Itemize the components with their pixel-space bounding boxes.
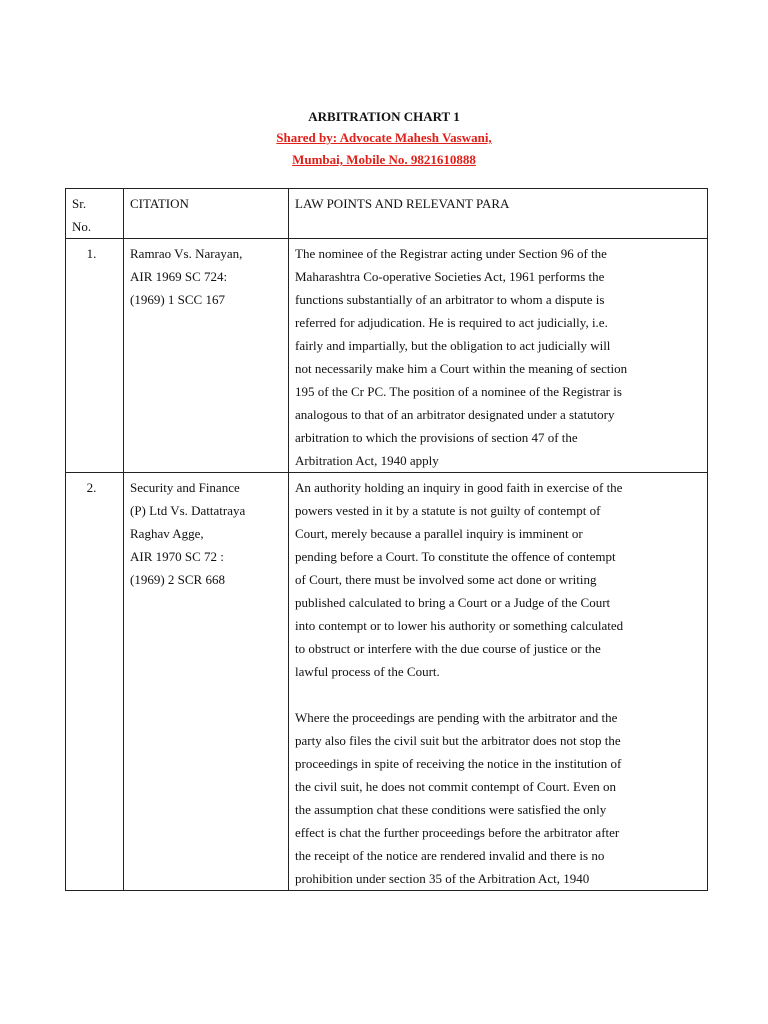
- law-point-line: party also files the civil suit but the arbitrator does not stop the: [295, 733, 621, 748]
- law-point-line: proceedings in spite of receiving the notice in the institution of: [295, 756, 622, 771]
- citation-line: Security and Finance: [130, 480, 240, 495]
- row-law-points-cell: [289, 239, 708, 473]
- row-sr-cell: [66, 239, 124, 473]
- table-row: [66, 239, 708, 473]
- law-point-line: the receipt of the notice are rendered invalid and there is no: [295, 848, 605, 863]
- law-point-line: fairly and impartially, but the obligation to act judicially will: [295, 338, 611, 353]
- law-point-line: The nominee of the Registrar acting under Section 96 of the: [295, 246, 607, 261]
- row-sr-number: 1.: [86, 246, 97, 261]
- law-point-line: of Court, there must be involved some act done or writing: [295, 572, 597, 587]
- row-sr-cell: [66, 473, 124, 891]
- law-point-line: Where the proceedings are pending with the arbitrator and the: [295, 710, 618, 725]
- law-point-line: Arbitration Act, 1940 apply: [295, 453, 439, 468]
- document-title: ARBITRATION CHART 1: [308, 109, 460, 124]
- header-citation: [124, 189, 289, 239]
- law-point-line: to obstruct or interfere with the due course of justice or the: [295, 641, 601, 656]
- table-header-row: [66, 189, 708, 239]
- law-point-line: Maharashtra Co-operative Societies Act, 1961 performs the: [295, 269, 605, 284]
- citation-line: (1969) 1 SCC 167: [130, 292, 225, 307]
- law-point-line: published calculated to bring a Court or a Judge of the Court: [295, 595, 611, 610]
- row-citation-cell: [124, 239, 289, 473]
- header-sr-line2: No.: [72, 219, 92, 234]
- law-point-line: arbitration to which the provisions of section 47 of the: [295, 430, 578, 445]
- law-point-line: powers vested in it by a statute is not guilty of contempt of: [295, 503, 601, 518]
- header-law-points-label: LAW POINTS AND RELEVANT PARA: [295, 196, 510, 211]
- law-point-line: An authority holding an inquiry in good faith in exercise of the: [295, 480, 623, 495]
- law-point-line: into contempt or to lower his authority or something calculated: [295, 618, 624, 633]
- law-point-line: the assumption chat these conditions were satisfied the only: [295, 802, 607, 817]
- contact-line: Mumbai, Mobile No. 9821610888: [292, 152, 476, 167]
- law-point-line: lawful process of the Court.: [295, 664, 440, 679]
- law-point-line: referred for adjudication. He is required to act judicially, i.e.: [295, 315, 608, 330]
- citation-line: (1969) 2 SCR 668: [130, 572, 225, 587]
- law-point-line: pending before a Court. To constitute the offence of contempt: [295, 549, 616, 564]
- paragraph-gap: [295, 683, 701, 706]
- shared-by-line: Shared by: Advocate Mahesh Vaswani,: [276, 130, 492, 145]
- law-point-line: 195 of the Cr PC. The position of a nominee of the Registrar is: [295, 384, 622, 399]
- citation-line: Raghav Agge,: [130, 526, 204, 541]
- row-law-points-cell: [289, 473, 708, 891]
- header-citation-label: CITATION: [130, 196, 189, 211]
- law-point-line: prohibition under section 35 of the Arbitration Act, 1940: [295, 871, 590, 886]
- table-row: [66, 473, 708, 891]
- law-point-line: analogous to that of an arbitrator designated under a statutory: [295, 407, 615, 422]
- citation-line: Ramrao Vs. Narayan,: [130, 246, 243, 261]
- citation-line: (P) Ltd Vs. Dattatraya: [130, 503, 246, 518]
- arbitration-chart-table: [65, 188, 708, 891]
- law-point-line: effect is chat the further proceedings before the arbitrator after: [295, 825, 620, 840]
- law-point-line: functions substantially of an arbitrator to whom a dispute is: [295, 292, 605, 307]
- citation-line: AIR 1970 SC 72 :: [130, 549, 224, 564]
- row-citation-cell: [124, 473, 289, 891]
- header-law-points: [289, 189, 708, 239]
- law-point-line: not necessarily make him a Court within the meaning of section: [295, 361, 628, 376]
- header-sr-no: [66, 189, 124, 239]
- law-point-line: the civil suit, he does not commit contempt of Court. Even on: [295, 779, 616, 794]
- law-point-line: Court, merely because a parallel inquiry is imminent or: [295, 526, 583, 541]
- header-sr-line1: Sr.: [72, 196, 87, 211]
- citation-line: AIR 1969 SC 724:: [130, 269, 228, 284]
- row-sr-number: 2.: [86, 480, 97, 495]
